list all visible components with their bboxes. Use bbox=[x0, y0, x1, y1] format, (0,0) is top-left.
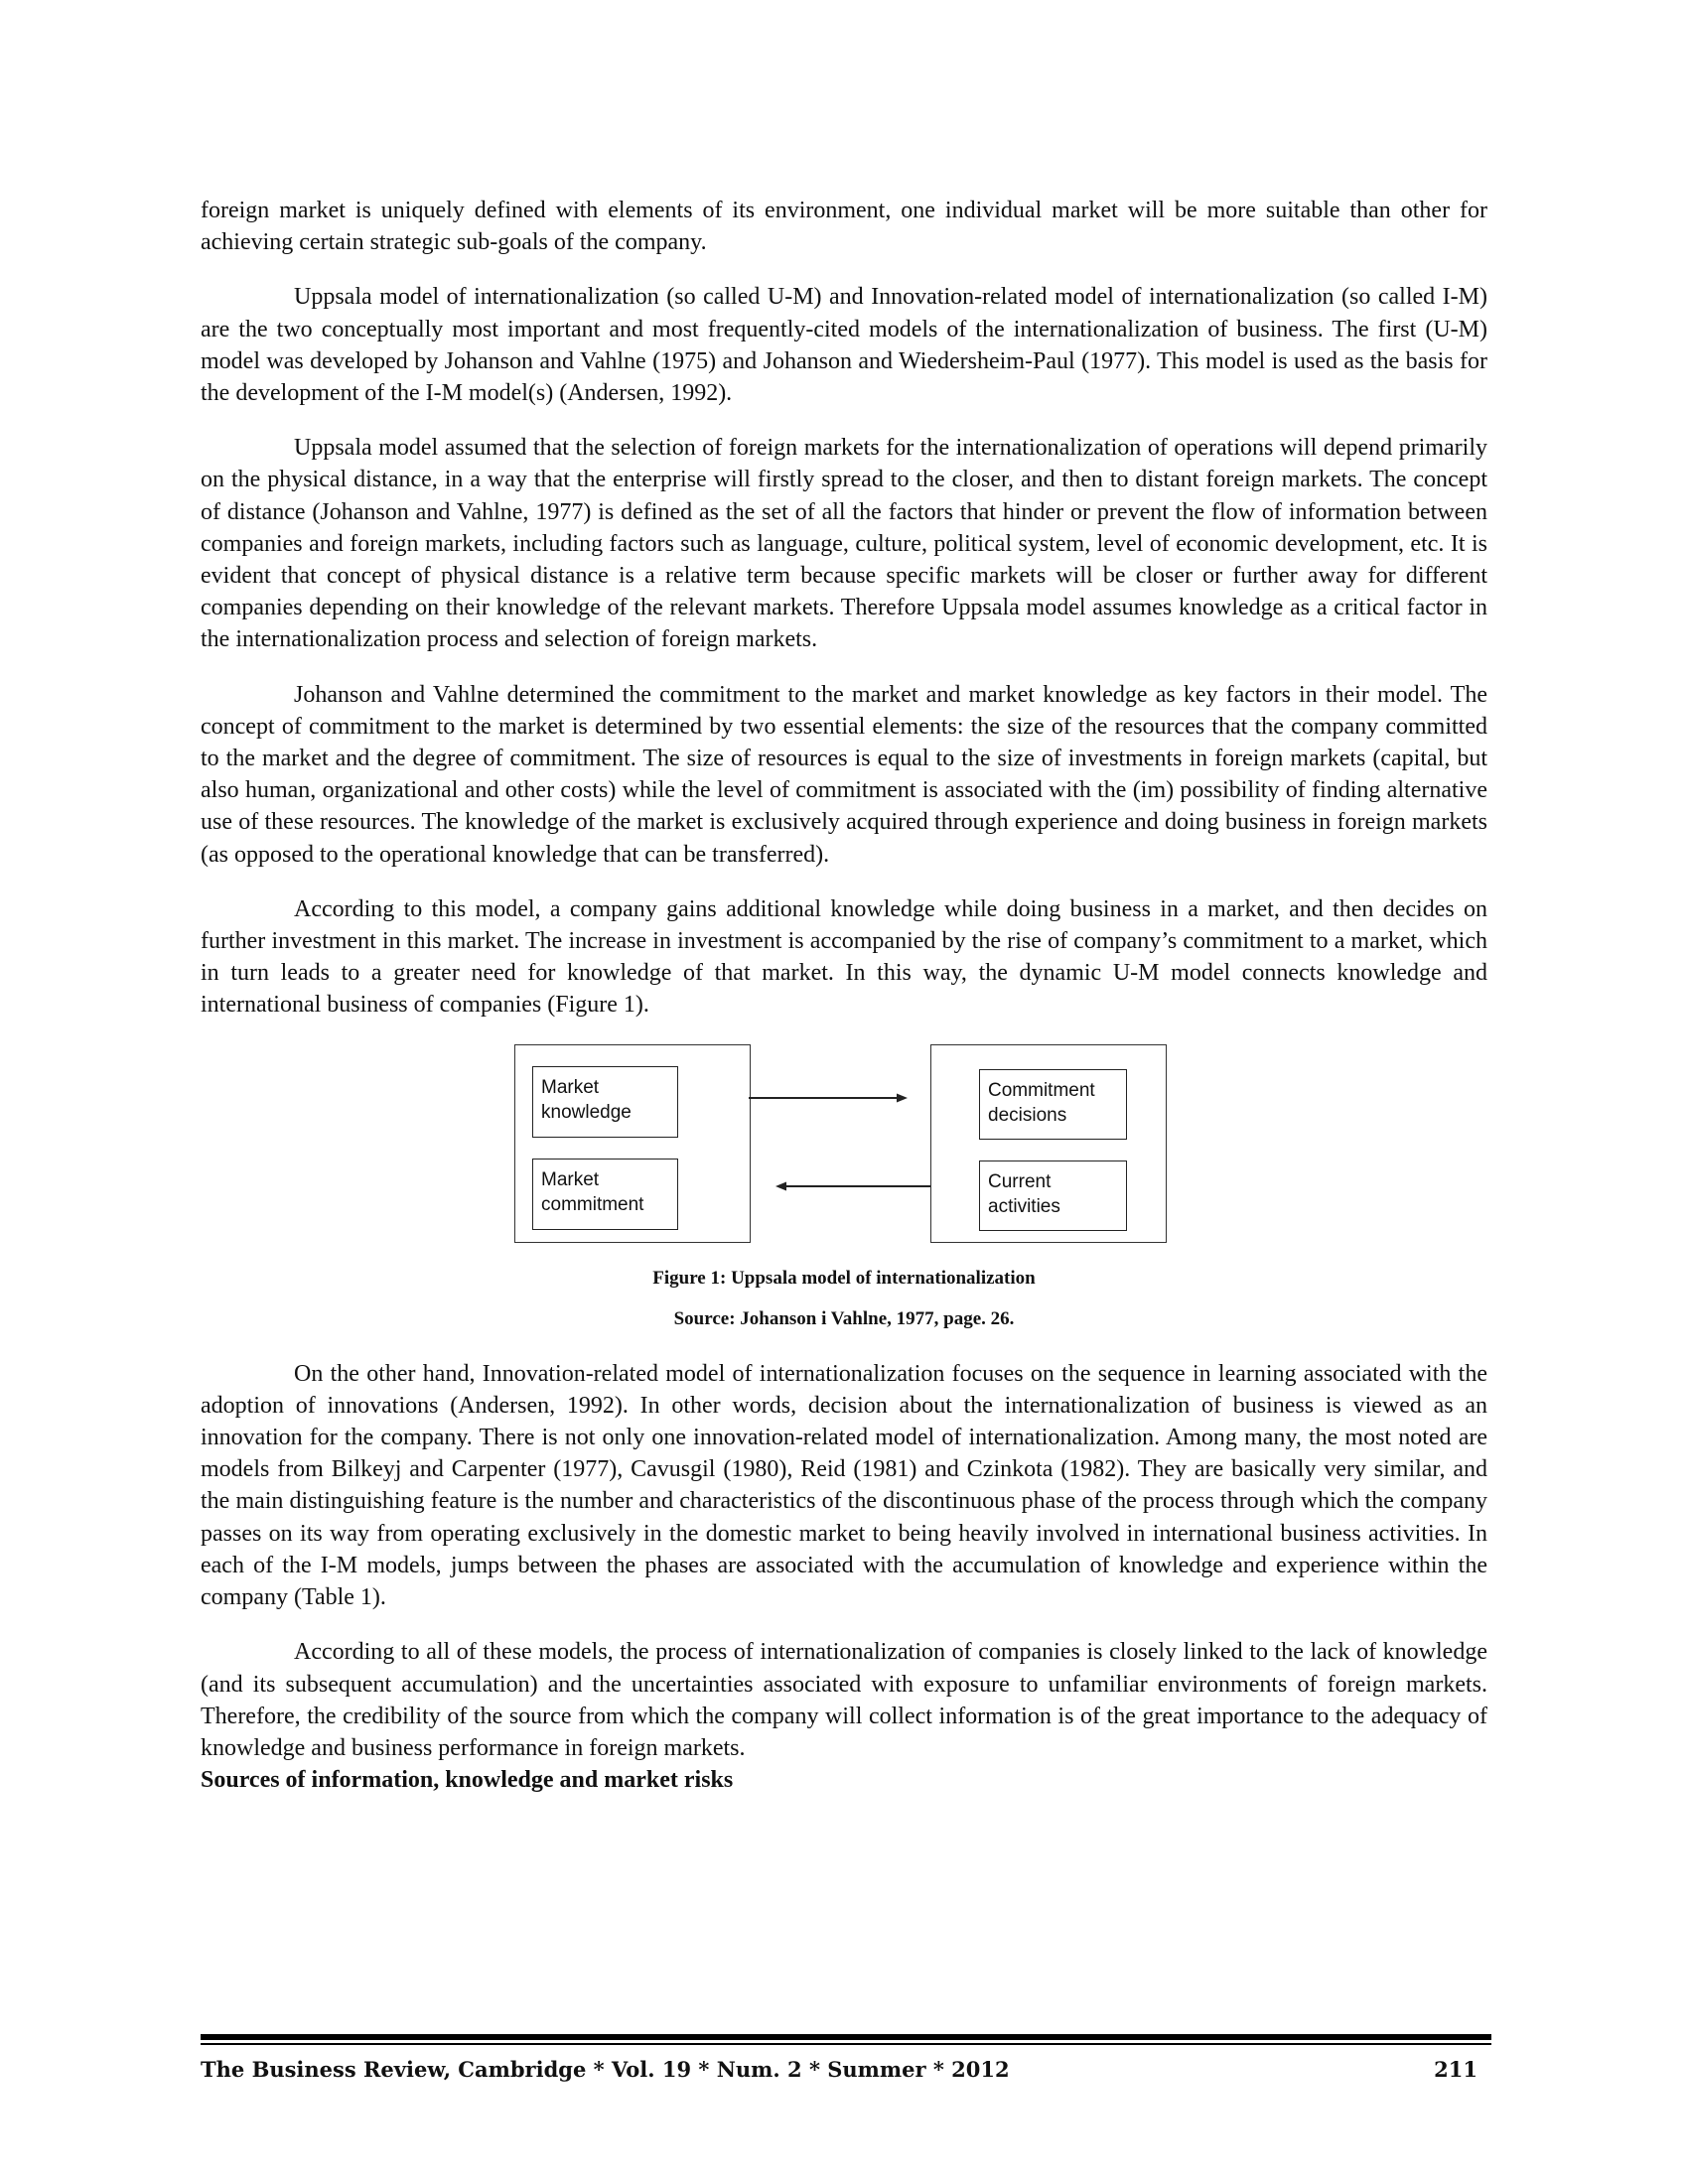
paragraph: Johanson and Vahlne determined the commitment to the market and market knowledge as key factors in their model. The concept of commitment to the market is determined by two essential elements: the size of the resources that the company committed to the market and the degree of commitment. The size of resources is equal to the size of investments in foreign markets (capital, but also human, organizational and other costs) while the level of commitment is associated with the (im) possibility of finding alternative use of these resources. The knowledge of the market is exclusively acquired through experience and doing business in foreign markets (as opposed to the operational knowledge that can be transferred). bbox=[201, 681, 1487, 868]
arrow-right-head bbox=[897, 1093, 908, 1102]
box-label: Current bbox=[988, 1170, 1052, 1192]
page-footer bbox=[201, 2034, 1491, 2087]
journal-citation: The Business Review, Cambridge * Vol. 19 * Num. 2 * Summer * 2012 bbox=[201, 2057, 1010, 2082]
paragraph: On the other hand, Innovation-related model of internationalization focuses on the sequence in learning associated with the adoption of innovations (Andersen, 1992). In other words, decision about the internationalization of business is viewed as an innovation for the company. There is not only one innovation-related model of internationalization. Among many, the most noted are models from Bilkeyj and Carpenter (1977), Cavusgil (1980), Reid (1981) and Czinkota (1982). They are basically very similar, and the main distinguishing feature is the number and characteristics of the discontinuous phase of the process through which the company passes on its way from operating exclusively in the domestic market to being heavily involved in international business activities. In each of the I-M models, jumps between the phases are associated with the accumulation of knowledge and experience within the company (Table 1). bbox=[201, 1360, 1487, 1611]
figure-caption: Figure 1: Uppsala model of internationalization bbox=[652, 1267, 1036, 1289]
paragraph: Uppsala model assumed that the selection of foreign markets for the internationalization of operations will depend primarily on the physical distance, in a way that the enterprise will firstly spread to the closer, and then to distant foreign markets. The concept of distance (Johanson and Vahlne, 1977) is defined as the set of all the factors that hinder or prevent the flow of information between companies and foreign markets, including factors such as language, culture, political system, level of economic development, etc. It is evident that concept of physical distance is a relative term because specific markets will be closer or further away for different companies depending on their knowledge of the relevant markets. Therefore Uppsala model assumes knowledge as a critical factor in the internationalization process and selection of foreign markets. bbox=[201, 435, 1487, 653]
paragraph: According to all of these models, the process of internationalization of companies is closely linked to the lack of knowledge (and its subsequent accumulation) and the uncertainties associated with exposure to unfamiliar environments of foreign markets. Therefore, the credibility of the source from which the company will collect information is of the great importance to the adequacy of knowledge and business performance in foreign markets. bbox=[201, 1639, 1487, 1761]
figure-arrows bbox=[201, 1044, 1487, 1243]
section-heading: Sources of information, knowledge and market risks bbox=[201, 1767, 734, 1794]
box-label: activities bbox=[988, 1195, 1060, 1217]
article-body bbox=[201, 195, 1487, 1796]
paragraph: Uppsala model of internationalization (so called U-M) and Innovation-related model of internationalization (so called I-M) are the two conceptually most important and most frequently-cited models of the internationalization of business. The first (U-M) model was developed by Johanson and Vahlne (1975) and Johanson and Wiedersheim-Paul (1977). This model is used as the basis for the development of the I-M model(s) (Andersen, 1992). bbox=[201, 284, 1487, 407]
paragraph: foreign market is uniquely defined with elements of its environment, one individual market will be more suitable than other for achieving certain strategic sub-goals of the company. bbox=[201, 198, 1487, 256]
box-label: commitment bbox=[541, 1193, 644, 1215]
box-label: Market bbox=[541, 1168, 600, 1190]
figure-uppsala-model bbox=[201, 1044, 1487, 1348]
footer-rule bbox=[201, 2043, 1491, 2045]
box-label: Commitment bbox=[988, 1079, 1095, 1101]
arrow-left-head bbox=[775, 1181, 786, 1190]
box-label: knowledge bbox=[541, 1101, 632, 1123]
figure-source: Source: Johanson i Vahlne, 1977, page. 26. bbox=[673, 1307, 1015, 1329]
paragraph: According to this model, a company gains additional knowledge while doing business in a market, and then decides on further investment in this market. The increase in investment is accompanied by the rise of company’s commitment to a market, which in turn leads to a greater need for knowledge of that market. In this way, the dynamic U-M model connects knowledge and international business of companies (Figure 1). bbox=[201, 895, 1487, 1019]
box-label: Market bbox=[541, 1076, 600, 1098]
box-label: decisions bbox=[988, 1104, 1067, 1126]
page-number: 211 bbox=[1434, 2057, 1477, 2082]
footer-rule bbox=[201, 2034, 1491, 2040]
